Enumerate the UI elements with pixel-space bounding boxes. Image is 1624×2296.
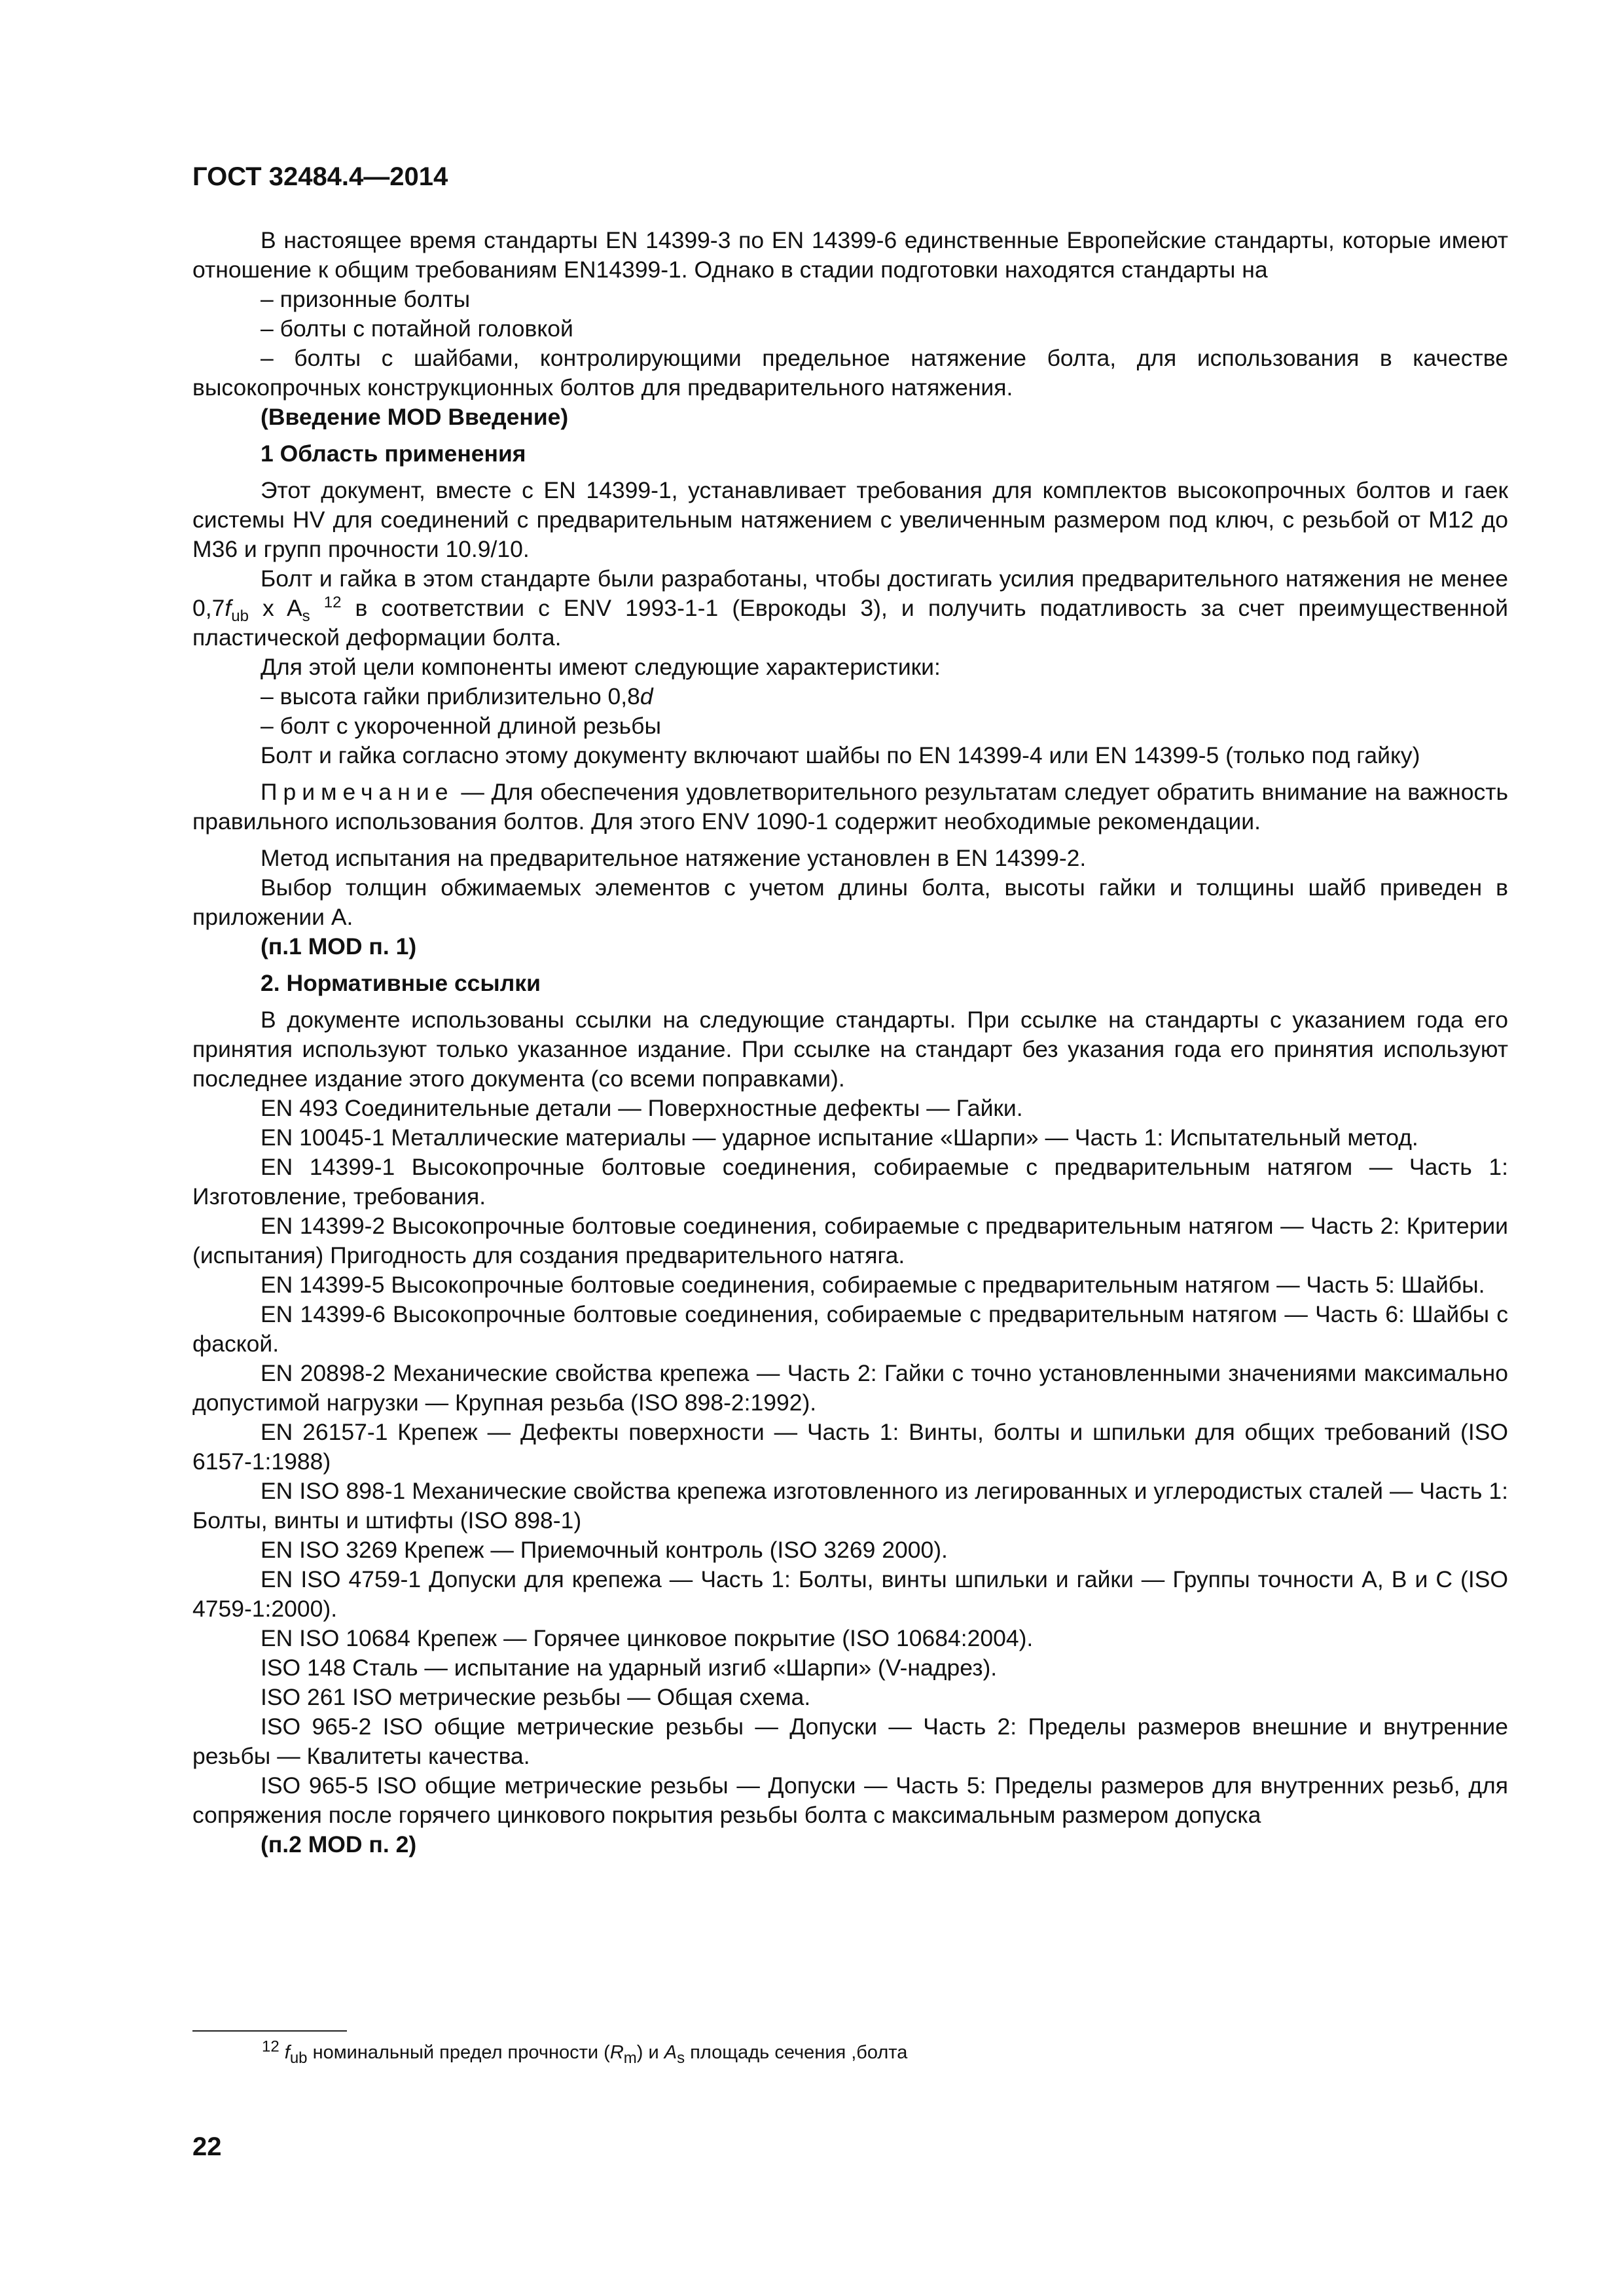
reference-item: ISO 965-2 ISO общие метрические резьбы — Допуски — Часть 2: Пределы размеров внешние и внутренние резьбы — Квалитеты качества. <box>192 1713 1508 1769</box>
reference-item: EN ISO 898-1 Механические свойства крепежа изготовленного из легированных и углеродистых сталей — Часть 1: Болты, винты и штифты (ISO 898-1) <box>192 1478 1508 1534</box>
note-label: Примечание <box>261 779 454 805</box>
intro-paragraph: В настоящее время стандарты EN 14399-3 по EN 14399-6 единственные Европейские стандарты, которые имеют отношение к общим требованиям EN14399-1. Однако в стадии подготовки находятся стандарты на <box>192 227 1508 283</box>
page-number: 22 <box>192 2132 222 2161</box>
section-1-paragraph: Болт и гайка согласно этому документу включают шайбы по EN 14399-4 или EN 14399-5 (только под гайку) <box>261 742 1420 768</box>
reference-item: EN 26157-1 Крепеж — Дефекты поверхности — Часть 1: Винты, болты и шпильки для общих требований (ISO 6157-1:1988) <box>192 1419 1508 1475</box>
reference-item: EN 14399-2 Высокопрочные болтовые соединения, собираемые с предварительным натягом — Часть 2: Критерии (испытания) Пригодность для создания предварительного натяга. <box>192 1213 1508 1268</box>
footnote-divider <box>192 2030 347 2032</box>
reference-item: EN ISO 3269 Крепеж — Приемочный контроль (ISO 3269 2000). <box>261 1537 948 1563</box>
footnote: $^{12}$ $f_{ub}$ номинальный предел прочности $(R_m)$ и $A_s$ площадь сечения ,болта <box>262 2037 908 2067</box>
reference-item: EN 14399-6 Высокопрочные болтовые соединения, собираемые с предварительным натягом — Часть 6: Шайбы с фаской. <box>192 1301 1508 1357</box>
reference-item: EN 493 Соединительные детали — Поверхностные дефекты — Гайки. <box>261 1095 1023 1121</box>
section-1-dash-item: – болт с укороченной длиной резьбы <box>261 713 661 739</box>
reference-item: ISO 261 ISO метрические резьбы — Общая схема. <box>261 1684 811 1710</box>
section-1-paragraph: Для этой цели компоненты имеют следующие характеристики: <box>261 654 941 680</box>
reference-item: EN 14399-1 Высокопрочные болтовые соединения, собираемые с предварительным натягом — Часть 1: Изготовление, требования. <box>192 1154 1508 1210</box>
section-1-heading: 1 Область применения <box>261 440 526 467</box>
document-body <box>192 226 1508 1859</box>
reference-item: EN 10045-1 Металлические материалы — ударное испытание «Шарпи» — Часть 1: Испытательный метод. <box>261 1124 1418 1151</box>
section-1-paragraph: Выбор толщин обжимаемых элементов с учетом длины болта, высоты гайки и толщины шайб приведен в приложении А. <box>192 874 1508 930</box>
section-2-mod-note: (п.2 MOD п. 2) <box>261 1831 417 1857</box>
section-1-dash-item: – высота гайки приблизительно 0,8d <box>261 683 653 709</box>
intro-dash-item: – призонные болты <box>261 286 471 312</box>
reference-item: ISO 965-5 ISO общие метрические резьбы — Допуски — Часть 5: Пределы размеров для внутренних резьб, для сопряжения после горячего цинкового покрытия резьбы болта с максимальным размером допуска <box>192 1772 1508 1828</box>
section-2-heading: 2. Нормативные ссылки <box>261 970 541 996</box>
reference-item: ISO 148 Сталь — испытание на ударный изгиб «Шарпи» (V-надрез). <box>261 1655 998 1681</box>
intro-mod-note: (Введение MOD Введение) <box>261 404 569 430</box>
section-1-paragraph: Болт и гайка в этом стандарте были разработаны, чтобы достигать усилия предварительного натяжения не менее $0,7f_{ub}$ x $A_s$ $^{12}$ в соответствии с ENV 1993-1-1 (Еврокоды 3), и получить податливость за счет преимущественной пластической деформации болта. <box>192 565 1508 651</box>
reference-item: EN 14399-5 Высокопрочные болтовые соединения, собираемые с предварительным натягом — Часть 5: Шайбы. <box>261 1272 1485 1298</box>
intro-dash-item: – болты с шайбами, контролирующими предельное натяжение болта, для использования в качестве высокопрочных конструкционных болтов для предварительного натяжения. <box>192 345 1508 401</box>
section-1-paragraph: Этот документ, вместе с EN 14399-1, устанавливает требования для комплектов высокопрочных болтов и гаек системы HV для соединений с предварительным натяжением с увеличенным размером под ключ, с резьбой от M12 до M36 и групп прочности 10.9/10. <box>192 477 1508 562</box>
footnote-reference: 12 <box>323 594 342 612</box>
reference-item: EN ISO 10684 Крепеж — Горячее цинковое покрытие (ISO 10684:2004). <box>261 1625 1034 1651</box>
reference-item: EN 20898-2 Механические свойства крепежа — Часть 2: Гайки с точно установленными значениями максимально допустимой нагрузки — Крупная резьба (ISO 898-2:1992). <box>192 1360 1508 1416</box>
section-1-mod-note: (п.1 MOD п. 1) <box>261 933 417 960</box>
intro-dash-item: – болты с потайной головкой <box>261 315 573 342</box>
section-1-note: Примечание — Для обеспечения удовлетворительного результатам следует обратить внимание на важность правильного использования болтов. Для этого ENV 1090-1 содержит необходимые рекомендации. <box>192 779 1508 834</box>
section-1-paragraph: Метод испытания на предварительное натяжение установлен в EN 14399-2. <box>261 845 1087 871</box>
document-header: ГОСТ 32484.4—2014 <box>192 162 448 191</box>
section-2-paragraph: В документе использованы ссылки на следующие стандарты. При ссылке на стандарты с указанием года его принятия используют только указанное издание. При ссылке на стандарт без указания года его принятия используют последнее издание этого документа (со всеми поправками). <box>192 1007 1508 1092</box>
reference-item: EN ISO 4759-1 Допуски для крепежа — Часть 1: Болты, винты шпильки и гайки — Группы точности А, В и С (ISO 4759-1:2000). <box>192 1566 1508 1622</box>
